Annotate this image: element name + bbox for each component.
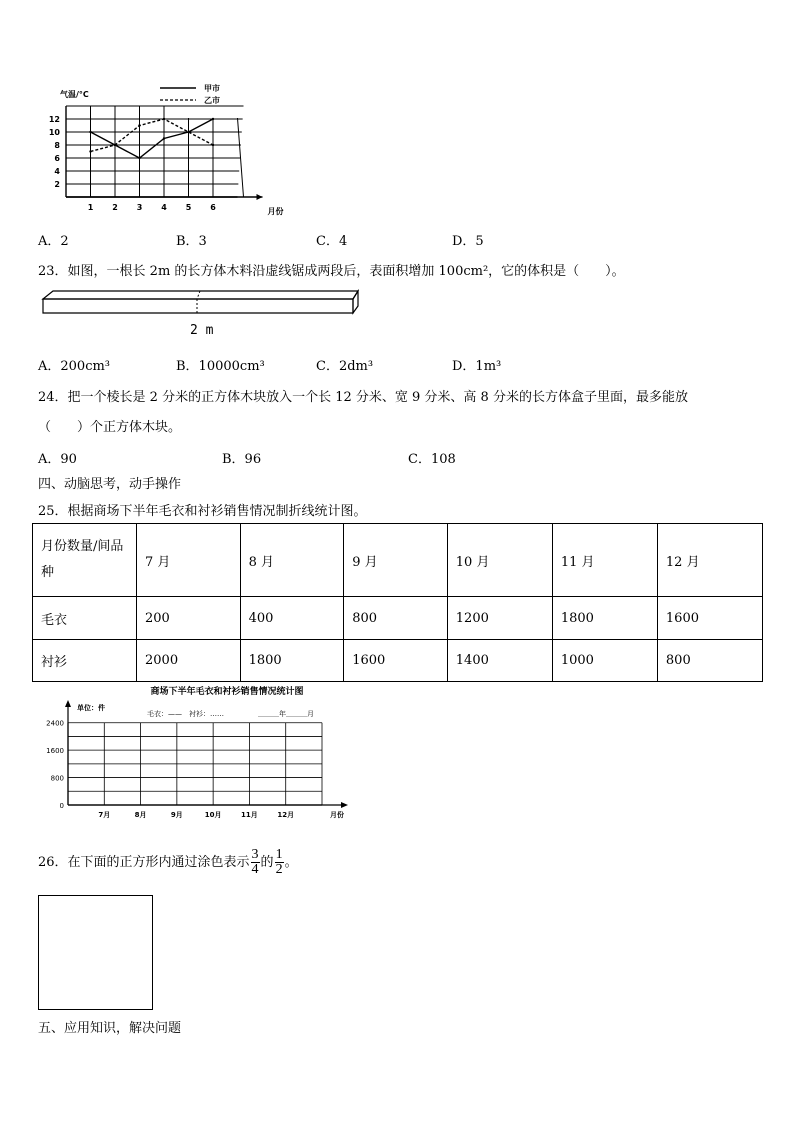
series-point [114, 144, 116, 146]
x-tick-label: 9月 [170, 811, 183, 819]
shading-square[interactable] [38, 895, 153, 1010]
table-cell: 1600 [657, 597, 762, 640]
fraction-numerator: 3 [251, 847, 259, 862]
y-tick-label: 8 [54, 141, 60, 150]
chart-legend: 毛衣：—— 衬衫：…… [147, 710, 224, 718]
y-axis-arrow [65, 700, 71, 707]
y-tick-label: 800 [50, 774, 64, 783]
x-tick-label: 11月 [241, 811, 258, 819]
table-cell: 1800 [552, 597, 657, 640]
x-tick-label: 12月 [277, 811, 295, 819]
y-tick-label: 12 [48, 115, 60, 124]
fraction-numerator: 1 [275, 847, 283, 862]
q24-option-a[interactable]: A．90 [38, 452, 77, 467]
series-point [138, 124, 140, 126]
series-point [138, 157, 140, 159]
q25-question: 25．根据商场下半年毛衣和衬衫销售情况制折线统计图。 [38, 504, 367, 519]
q24-question-line2: （ ）个正方体木块。 [38, 420, 182, 435]
chart-unit-label: 单位：件 [77, 704, 105, 712]
x-axis-title: 月份 [330, 811, 344, 819]
legend-label-solid: 甲市 [204, 84, 220, 93]
q26-prefix: 26．在下面的正方形内通过涂色表示 [38, 855, 250, 870]
x-tick-label: 6 [210, 203, 216, 212]
series-line-yi [91, 119, 214, 152]
corner-label-line1: 月份数量/间品 [41, 539, 124, 554]
series-point [212, 118, 214, 120]
y-tick-label: 0 [59, 802, 64, 810]
y-tick-label: 1600 [46, 747, 64, 756]
q22-option-c[interactable]: C．4 [316, 234, 348, 249]
month-header: 7 月 [137, 524, 241, 597]
table-cell: 1200 [447, 597, 552, 640]
legend-label-dashed: 乙市 [204, 96, 220, 105]
q26-suffix: 。 [284, 855, 298, 870]
table-cell: 200 [137, 597, 241, 640]
y-tick-label: 2400 [46, 719, 64, 728]
table-corner-cell [33, 524, 137, 597]
q23-option-c[interactable]: C．2dm³ [316, 359, 374, 374]
table-cell: 400 [240, 597, 344, 640]
month-header: 12 月 [657, 524, 762, 597]
table-row [33, 597, 763, 640]
corner-label-line2: 种 [41, 565, 55, 580]
table-cell: 1400 [447, 640, 552, 682]
x-tick-label: 2 [112, 203, 118, 212]
beam-length-label: 2 m [190, 323, 214, 338]
x-tick-label: 7月 [98, 811, 111, 819]
series-point [163, 137, 165, 139]
row-label: 毛衣 [33, 597, 137, 640]
q23-option-a[interactable]: A．200cm³ [38, 359, 111, 374]
table-cell: 1000 [552, 640, 657, 682]
fraction-denominator: 4 [251, 862, 259, 877]
table-cell: 1600 [344, 640, 448, 682]
series-point [187, 131, 189, 133]
sales-data-table [32, 523, 763, 682]
chart-title: 商场下半年毛衣和衬衫销售情况统计图 [150, 687, 304, 697]
q26-mid: 的 [260, 855, 274, 870]
section-5-heading: 五、应用知识，解决问题 [38, 1021, 182, 1036]
series-point [89, 150, 91, 152]
series-point [212, 144, 214, 146]
x-tick-label: 4 [161, 203, 167, 212]
series-point [89, 131, 91, 133]
x-axis-title: 月份 [267, 207, 284, 216]
y-tick-label: 6 [54, 154, 60, 163]
month-header: 10 月 [447, 524, 552, 597]
x-tick-label: 5 [185, 203, 192, 212]
table-header-row [33, 524, 763, 597]
table-cell: 1800 [240, 640, 344, 682]
table-cell: 800 [344, 597, 448, 640]
y-tick-label: 10 [48, 128, 60, 137]
x-tick-label: 1 [87, 203, 94, 212]
month-header: 8 月 [240, 524, 344, 597]
sales-line-chart-grid [32, 684, 362, 824]
month-header: 9 月 [344, 524, 448, 597]
q22-option-d[interactable]: D．5 [452, 234, 484, 249]
chart-date-blank: ＿＿＿年＿＿＿月 [258, 710, 314, 718]
q23-option-d[interactable]: D．1m³ [452, 359, 502, 374]
x-tick-label: 10月 [204, 811, 222, 819]
q23-question: 23．如图，一根长 2m 的长方体木料沿虚线锯成两段后，表面积增加 100cm²，它的体积是（ ）。 [38, 264, 625, 279]
section-4-heading: 四、动脑思考，动手操作 [38, 477, 182, 492]
temperature-line-chart [48, 80, 298, 220]
fraction-one-half [275, 848, 284, 877]
fraction-three-quarters [251, 848, 260, 877]
q24-option-c[interactable]: C．108 [408, 452, 456, 467]
table-row [33, 640, 763, 682]
table-cell: 2000 [137, 640, 241, 682]
q22-option-a[interactable]: A．2 [38, 234, 69, 249]
table-cell: 800 [657, 640, 762, 682]
x-tick-label: 3 [136, 203, 143, 212]
q23-option-b[interactable]: B．10000cm³ [176, 359, 265, 374]
q24-question-line1: 24．把一个棱长是 2 分米的正方体木块放入一个长 12 分米、宽 9 分米、高 8 分米的长方体盒子里面，最多能放 [38, 390, 688, 405]
y-axis-title: 气温/°C [60, 90, 89, 99]
x-axis-arrow [257, 194, 263, 200]
month-header: 11 月 [552, 524, 657, 597]
row-label: 衬衫 [33, 640, 137, 682]
y-tick-label: 2 [54, 180, 60, 189]
series-line-jia [91, 119, 214, 158]
q24-option-b[interactable]: B．96 [222, 452, 262, 467]
x-tick-label: 8月 [134, 811, 147, 819]
q26-question [38, 848, 298, 878]
q22-option-b[interactable]: B．3 [176, 234, 207, 249]
y-tick-label: 4 [54, 167, 60, 176]
fraction-denominator: 2 [275, 862, 283, 877]
x-axis-arrow [341, 802, 348, 808]
series-point [163, 118, 165, 120]
